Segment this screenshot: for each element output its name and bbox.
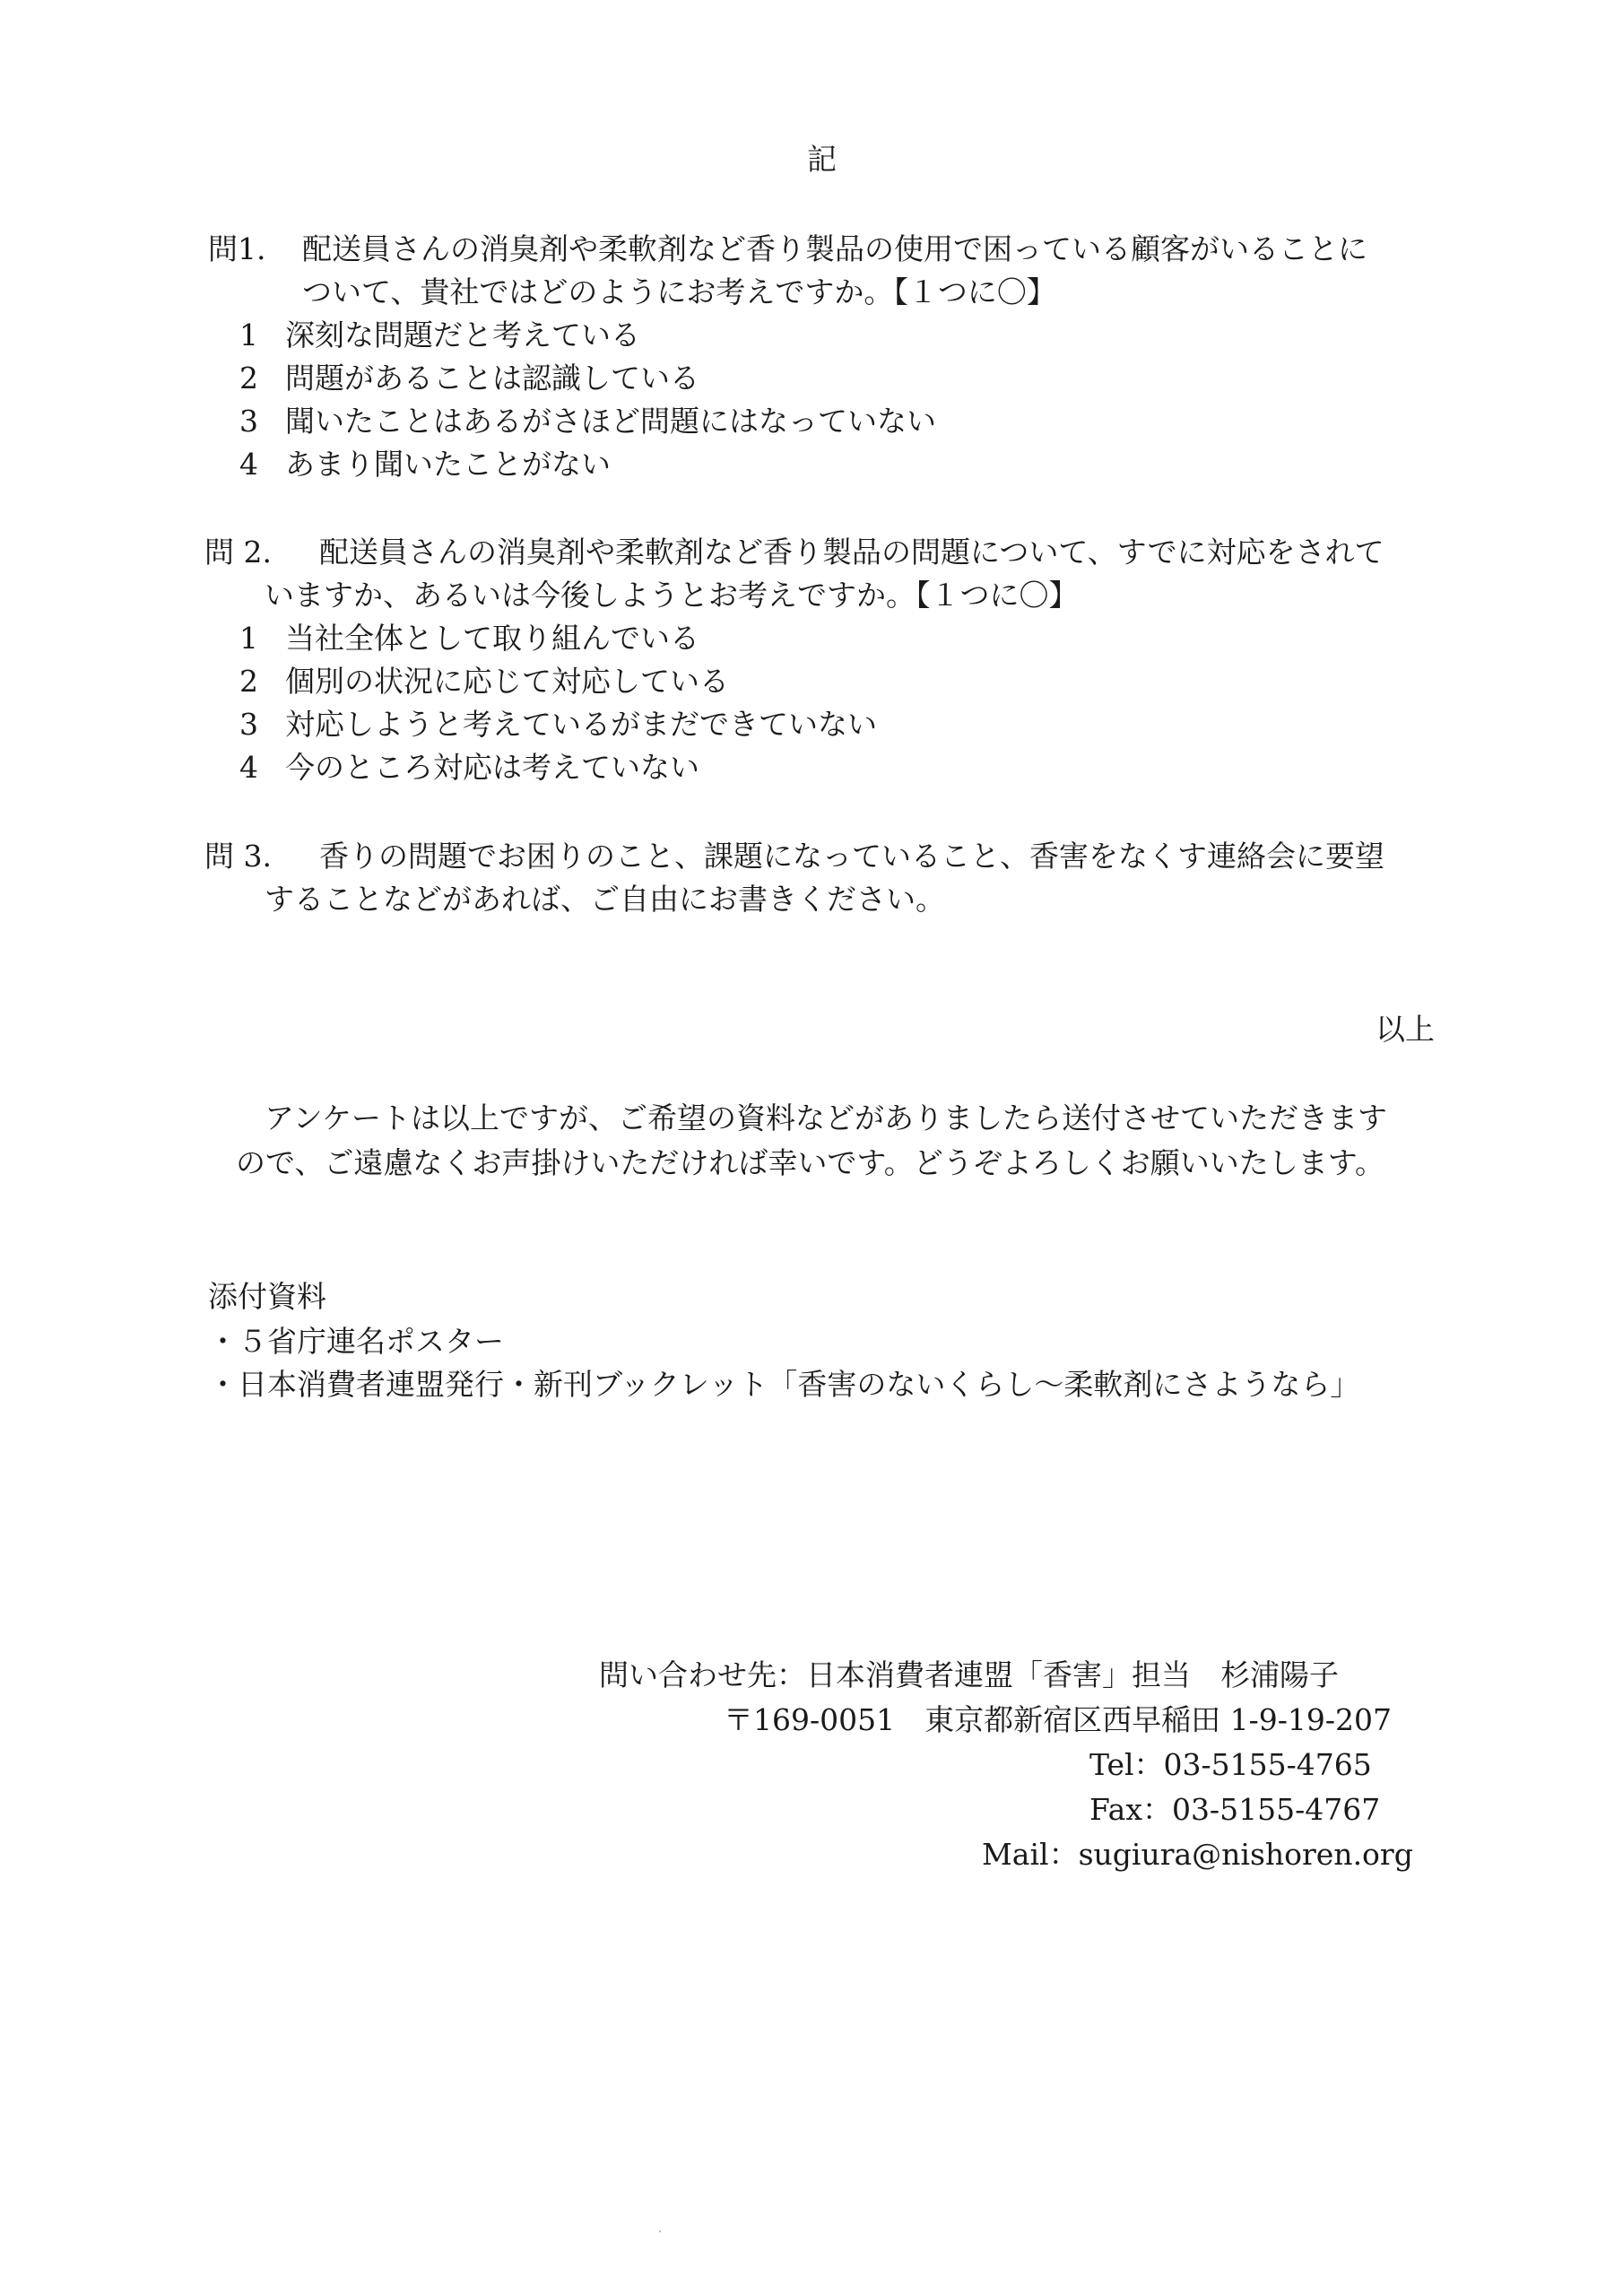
question-label: 問 2. — [204, 535, 272, 570]
question-label: 問 3. — [204, 839, 272, 874]
option-number: 1 — [239, 317, 258, 352]
contact-tel: Tel：03-5155-4765 — [1089, 1747, 1372, 1782]
contact-person: 問い合わせ先：日本消費者連盟「香害」担当 杉浦陽子 — [599, 1657, 1339, 1692]
closing-line1: アンケートは以上ですが、ご希望の資料などがありましたら送付させていただきます — [265, 1100, 1388, 1135]
option-number: 4 — [239, 750, 258, 785]
ijou-label: 以上 — [1376, 1012, 1435, 1047]
option-number: 4 — [239, 447, 258, 482]
option-text: 問題があることは認識している — [285, 361, 699, 396]
option-number: 1 — [239, 621, 258, 656]
question-text-line1: 配送員さんの消臭剤や柔軟剤など香り製品の使用で困っている顧客がいることに — [302, 231, 1367, 266]
attachment-item: ・日本消費者連盟発行・新刊ブックレット「香害のないくらし～柔軟剤にさようなら」 — [208, 1367, 1360, 1402]
scan-speck — [659, 2231, 661, 2232]
attachments-title: 添付資料 — [208, 1279, 326, 1314]
contact-fax: Fax：03-5155-4767 — [1089, 1792, 1381, 1827]
question-text-line1: 香りの問題でお困りのこと、課題になっていること、香害をなくす連絡会に要望 — [319, 839, 1384, 874]
question-text-line2: いますか、あるいは今後しようとお考えですか。【１つに〇】 — [265, 578, 1079, 613]
option-number: 2 — [239, 361, 258, 396]
option-number: 2 — [239, 664, 258, 699]
option-text: 個別の状況に応じて対応している — [285, 664, 729, 699]
option-number: 3 — [239, 707, 258, 742]
option-text: あまり聞いたことがない — [285, 447, 611, 482]
option-number: 3 — [239, 404, 258, 439]
option-text: 聞いたことはあるがさほど問題にはなっていない — [285, 404, 936, 439]
question-text-line2: することなどがあれば、ご自由にお書きください。 — [265, 882, 945, 917]
option-text: 深刻な問題だと考えている — [285, 317, 640, 352]
question-label: 問1. — [208, 231, 266, 266]
heading-ki: 記 — [807, 142, 837, 177]
option-text: 当社全体として取り組んでいる — [285, 621, 699, 656]
option-text: 対応しようと考えているがまだできていない — [285, 707, 877, 742]
option-text: 今のところ対応は考えていない — [285, 750, 699, 785]
closing-line2: ので、ご遠慮なくお声掛けいただければ幸いです。どうぞよろしくお願いいたします。 — [236, 1145, 1385, 1180]
attachment-item: ・５省庁連名ポスター — [208, 1324, 504, 1359]
question-text-line2: ついて、貴社ではどのようにお考えですか。【１つに〇】 — [302, 274, 1056, 309]
contact-address: 〒169-0051 東京都新宿区西早稲田 1-9-19-207 — [724, 1702, 1393, 1737]
question-text-line1: 配送員さんの消臭剤や柔軟剤など香り製品の問題について、すでに対応をされて — [319, 535, 1384, 570]
contact-mail[interactable]: Mail：sugiura@nishoren.org — [982, 1837, 1413, 1872]
